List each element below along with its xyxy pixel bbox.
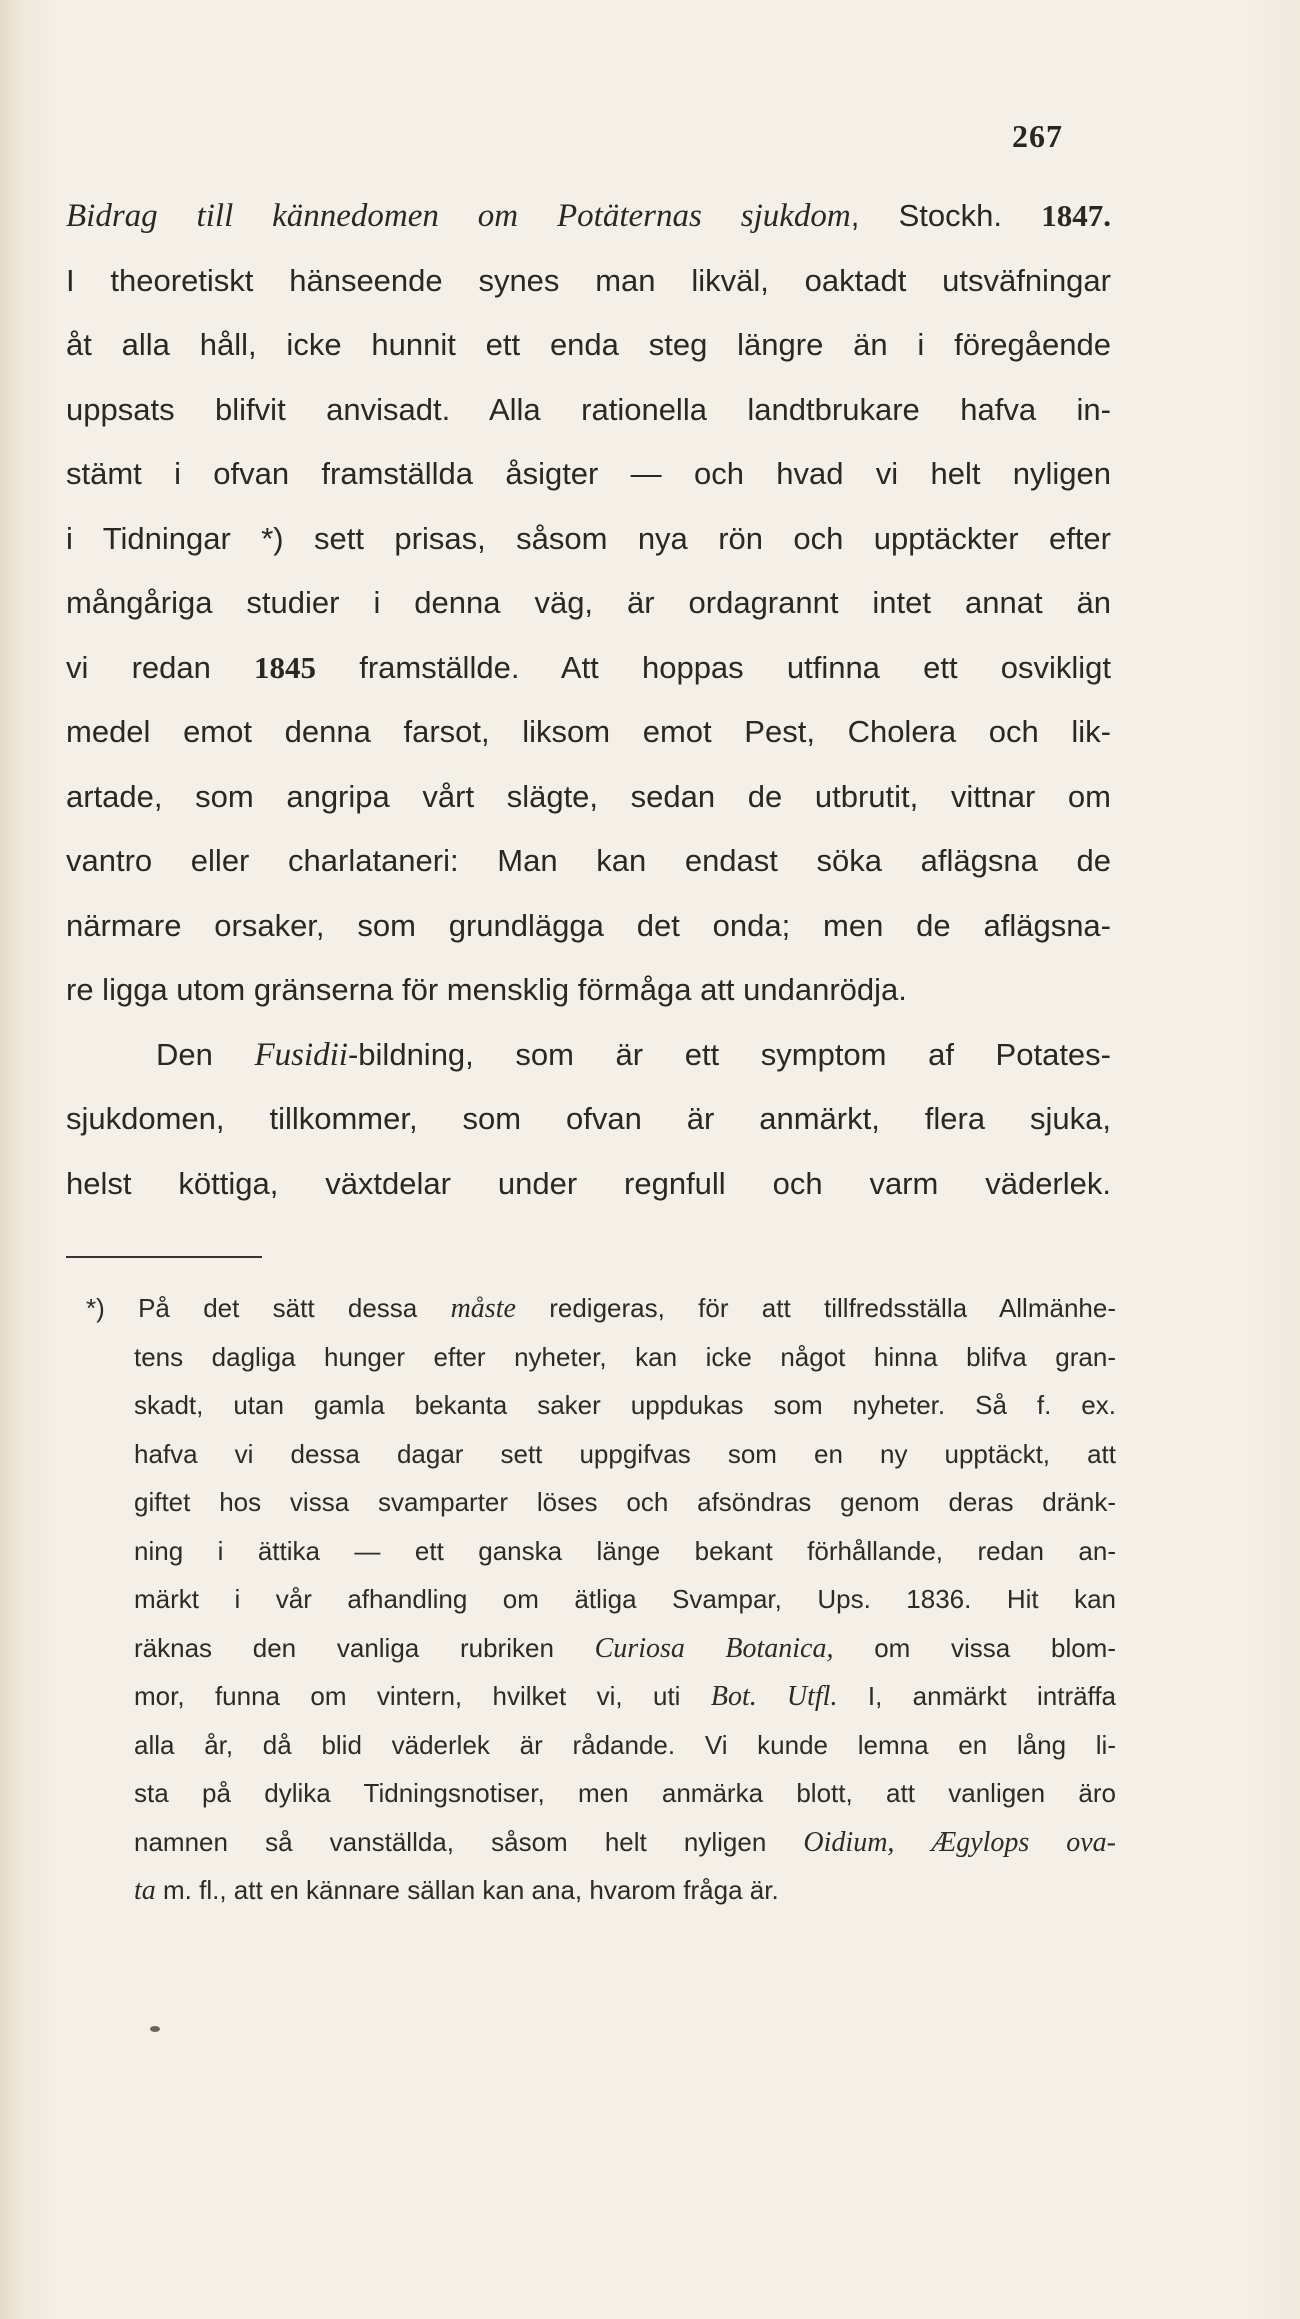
footnote-line-4: hafva vi dessa dagar sett uppgifvas som en ny upptäckt, att bbox=[134, 1438, 1116, 1469]
book-title: Bidrag till kännedomen om Potäternas sjukdom bbox=[66, 198, 851, 234]
footnote-line-2: tens dagliga hunger efter nyheter, kan icke något hinna blifva gran- bbox=[134, 1341, 1116, 1372]
body-line-7: mångåriga studier i denna väg, är ordagrannt intet annat än bbox=[66, 585, 1111, 620]
body-paragraph bbox=[66, 184, 1111, 1216]
footnote-divider bbox=[66, 1256, 262, 1258]
footnote-line-1: *) På det sätt dessa måste redigeras, för att tillfredsställa Allmänhe- bbox=[86, 1293, 1116, 1324]
footnote-line-3: skadt, utan gamla bekanta saker uppdukas som nyheter. Så f. ex. bbox=[134, 1390, 1116, 1420]
body-line-9: medel emot denna farsot, liksom emot Pest, Cholera och lik- bbox=[66, 714, 1111, 749]
footnote-line-5: giftet hos vissa svamparter löses och afsöndras genom deras dränk- bbox=[134, 1487, 1116, 1517]
body-line-1: Bidrag till kännedomen om Potäternas sjukdom, Stockh. 1847. bbox=[66, 198, 1111, 234]
footnote-line-7: märkt i vår afhandling om ätliga Svampar, Ups. 1836. Hit kan bbox=[134, 1584, 1116, 1614]
body-line-3: åt alla håll, icke hunnit ett enda steg längre än i föregående bbox=[66, 327, 1111, 362]
ink-speck bbox=[150, 2026, 160, 2032]
body-line-11: vantro eller charlataneri: Man kan endast söka aflägsna de bbox=[66, 843, 1111, 878]
footnote-line-9: mor, funna om vintern, hvilket vi, uti Bot. Utfl. I, anmärkt inträffa bbox=[134, 1681, 1116, 1712]
footnote-line-12: namnen så vanställda, såsom helt nyligen Oidium, Ægylops ova- bbox=[134, 1826, 1116, 1858]
body-line-2: I theoretiskt hänseende synes man likväl, oaktadt utsväfningar bbox=[66, 262, 1111, 298]
body-line-8: vi redan 1845 framställde. Att hoppas utfinna ett osvikligt bbox=[66, 649, 1111, 685]
body-line-10: artade, som angripa vårt slägte, sedan de utbrutit, vittnar om bbox=[66, 778, 1111, 814]
footnote-line-6: ning i ättika — ett ganska länge bekant förhållande, redan an- bbox=[134, 1535, 1116, 1566]
footnote-line-13: ta m. fl., att en kännare sällan kan ana, hvarom fråga är. bbox=[134, 1875, 779, 1906]
body-line-12: närmare orsaker, som grundlägga det onda; men de aflägsna- bbox=[66, 907, 1111, 943]
footnote bbox=[86, 1284, 1116, 1915]
footnote-line-8: räknas den vanliga rubriken Curiosa Botanica, om vissa blom- bbox=[134, 1632, 1116, 1664]
fusidii-term: Fusidii bbox=[254, 1036, 348, 1073]
body-line-6: i Tidningar *) sett prisas, såsom nya rön och upptäckter efter bbox=[66, 520, 1111, 556]
body-line-16: helst köttiga, växtdelar under regnfull och varm väderlek. bbox=[66, 1165, 1111, 1201]
body-line-4: uppsats blifvit anvisadt. Alla rationella landtbrukare hafva in- bbox=[66, 391, 1111, 427]
body-line-5: stämt i ofvan framställda åsigter — och hvad vi helt nyligen bbox=[66, 456, 1111, 491]
footnote-line-10: alla år, då blid väderlek är rådande. Vi kunde lemna en lång li- bbox=[134, 1729, 1116, 1760]
footnote-line-11: sta på dylika Tidningsnotiser, men anmärka blott, att vanligen äro bbox=[134, 1778, 1116, 1808]
body-line-15: sjukdomen, tillkommer, som ofvan är anmärkt, flera sjuka, bbox=[66, 1101, 1111, 1136]
page-number: 267 bbox=[1012, 118, 1063, 154]
year-1845: 1845 bbox=[254, 649, 317, 685]
body-line-14: Den Fusidii-bildning, som är ett symptom af Potates- bbox=[156, 1036, 1111, 1073]
body-line-13: re ligga utom gränserna för mensklig förmåga att undanrödja. bbox=[66, 972, 907, 1007]
year-1847: 1847. bbox=[1041, 198, 1111, 233]
